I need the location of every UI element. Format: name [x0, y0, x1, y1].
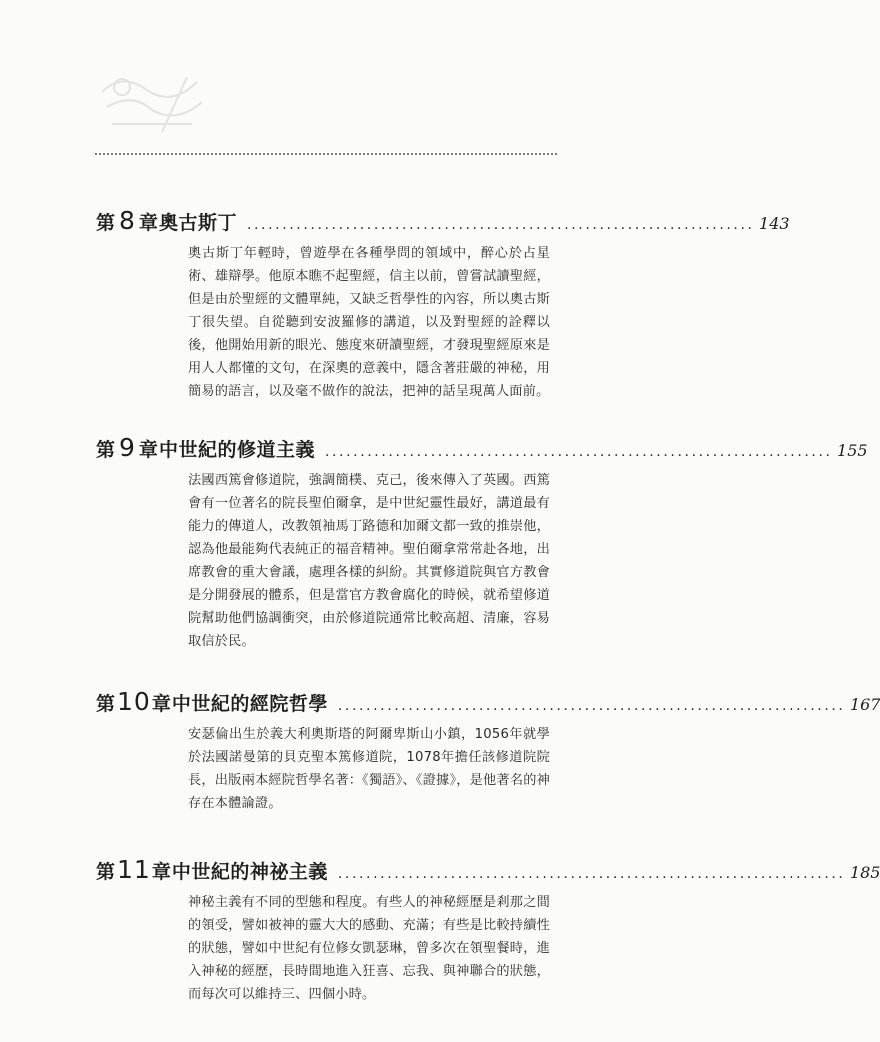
chapter-title: 中世紀的修道主義 — [158, 439, 315, 461]
chapter-number — [96, 206, 159, 235]
chapter-prefix: 第 — [96, 693, 117, 715]
chapter-digit: 10 — [117, 687, 151, 716]
chapter-suffix: 章 — [151, 693, 172, 715]
chapter-number — [96, 855, 172, 884]
chapter-summary: 神秘主義有不同的型態和程度。有些人的神秘經歷是剎那之間的領受，譬如被神的靈大大的感動、充滿；有些是比較持續性的狀態，譬如中世紀有位修女凱瑟琳，曾多次在領聖餐時，進入神秘的經歷，長時間地進入狂喜、忘我、與神聯合的狀態，而每次可以維持三、四個小時。 — [188, 895, 550, 1002]
dot-leader: ........................................................................ — [337, 698, 846, 714]
header-dotted-rule — [95, 153, 557, 155]
table-of-contents — [96, 206, 880, 1042]
chapter-digit: 8 — [119, 206, 136, 235]
chapter-heading[interactable] — [96, 433, 868, 463]
page-number: 185 — [849, 863, 880, 882]
chapter-suffix: 章 — [151, 861, 172, 883]
page-number: 143 — [759, 214, 790, 233]
toc-entry-chapter-8 — [96, 206, 790, 403]
chapter-prefix: 第 — [96, 212, 117, 234]
dot-leader: ........................................................................ — [246, 217, 755, 233]
publisher-logo-watermark — [92, 62, 212, 142]
chapter-number — [96, 433, 159, 462]
chapter-title: 奧古斯丁 — [158, 212, 237, 234]
dot-leader: ........................................................................ — [337, 866, 846, 882]
chapter-summary: 法國西篤會修道院，強調簡樸、克己，後來傳入了英國。西篤會有一位著名的院長聖伯爾拿，是中世紀靈性最好，講道最有能力的傳道人，改教領袖馬丁路德和加爾文都一致的推崇他，認為他最能夠代表純正的福音精神。聖伯爾拿常常赴各地，出席教會的重大會議，處理各樣的糾紛。其實修道院與官方教會是分開發展的體系，但是當官方教會腐化的時候，就希望修道院幫助他們協調衝突，由於修道院通常比較高超、清廉，容易取信於民。 — [188, 473, 550, 649]
chapter-digit: 11 — [117, 855, 151, 884]
chapter-summary: 安瑟倫出生於義大利奧斯塔的阿爾卑斯山小鎮，1056年就學於法國諾曼第的貝克聖本篤修道院，1078年擔任該修道院院長，出版兩本經院哲學名著：《獨語》、《證據》，是他著名的神存在本體論證。 — [188, 727, 550, 811]
chapter-summary: 奧古斯丁年輕時，曾遊學在各種學問的領域中，醉心於占星術、雄辯學。他原本瞧不起聖經，信主以前，曾嘗試讀聖經，但是由於聖經的文體單純，又缺乏哲學性的內容，所以奧古斯丁很失望。自從聽到安波羅修的講道，以及對聖經的詮釋以後，他開始用新的眼光、態度來研讀聖經，才發現聖經原來是用人人都懂的文句，在深奧的意義中，隱含著莊嚴的神秘，用簡易的語言，以及毫不做作的說法，把神的話呈現萬人面前。 — [188, 246, 550, 399]
chapter-heading[interactable] — [96, 687, 880, 717]
dot-leader: ........................................................................ — [324, 444, 833, 460]
toc-entry-chapter-9 — [96, 433, 868, 653]
chapter-suffix: 章 — [138, 212, 159, 234]
toc-entry-chapter-10 — [96, 687, 880, 815]
chapter-suffix: 章 — [138, 439, 159, 461]
chapter-prefix: 第 — [96, 439, 117, 461]
chapter-digit: 9 — [119, 433, 136, 462]
chapter-number — [96, 687, 172, 716]
page-number: 167 — [849, 695, 880, 714]
chapter-title: 中世紀的經院哲學 — [171, 693, 328, 715]
chapter-prefix: 第 — [96, 861, 117, 883]
page-number: 155 — [837, 441, 868, 460]
chapter-heading[interactable] — [96, 855, 880, 885]
chapter-heading[interactable] — [96, 206, 790, 236]
toc-entry-chapter-11 — [96, 855, 880, 1006]
chapter-title: 中世紀的神祕主義 — [171, 861, 328, 883]
